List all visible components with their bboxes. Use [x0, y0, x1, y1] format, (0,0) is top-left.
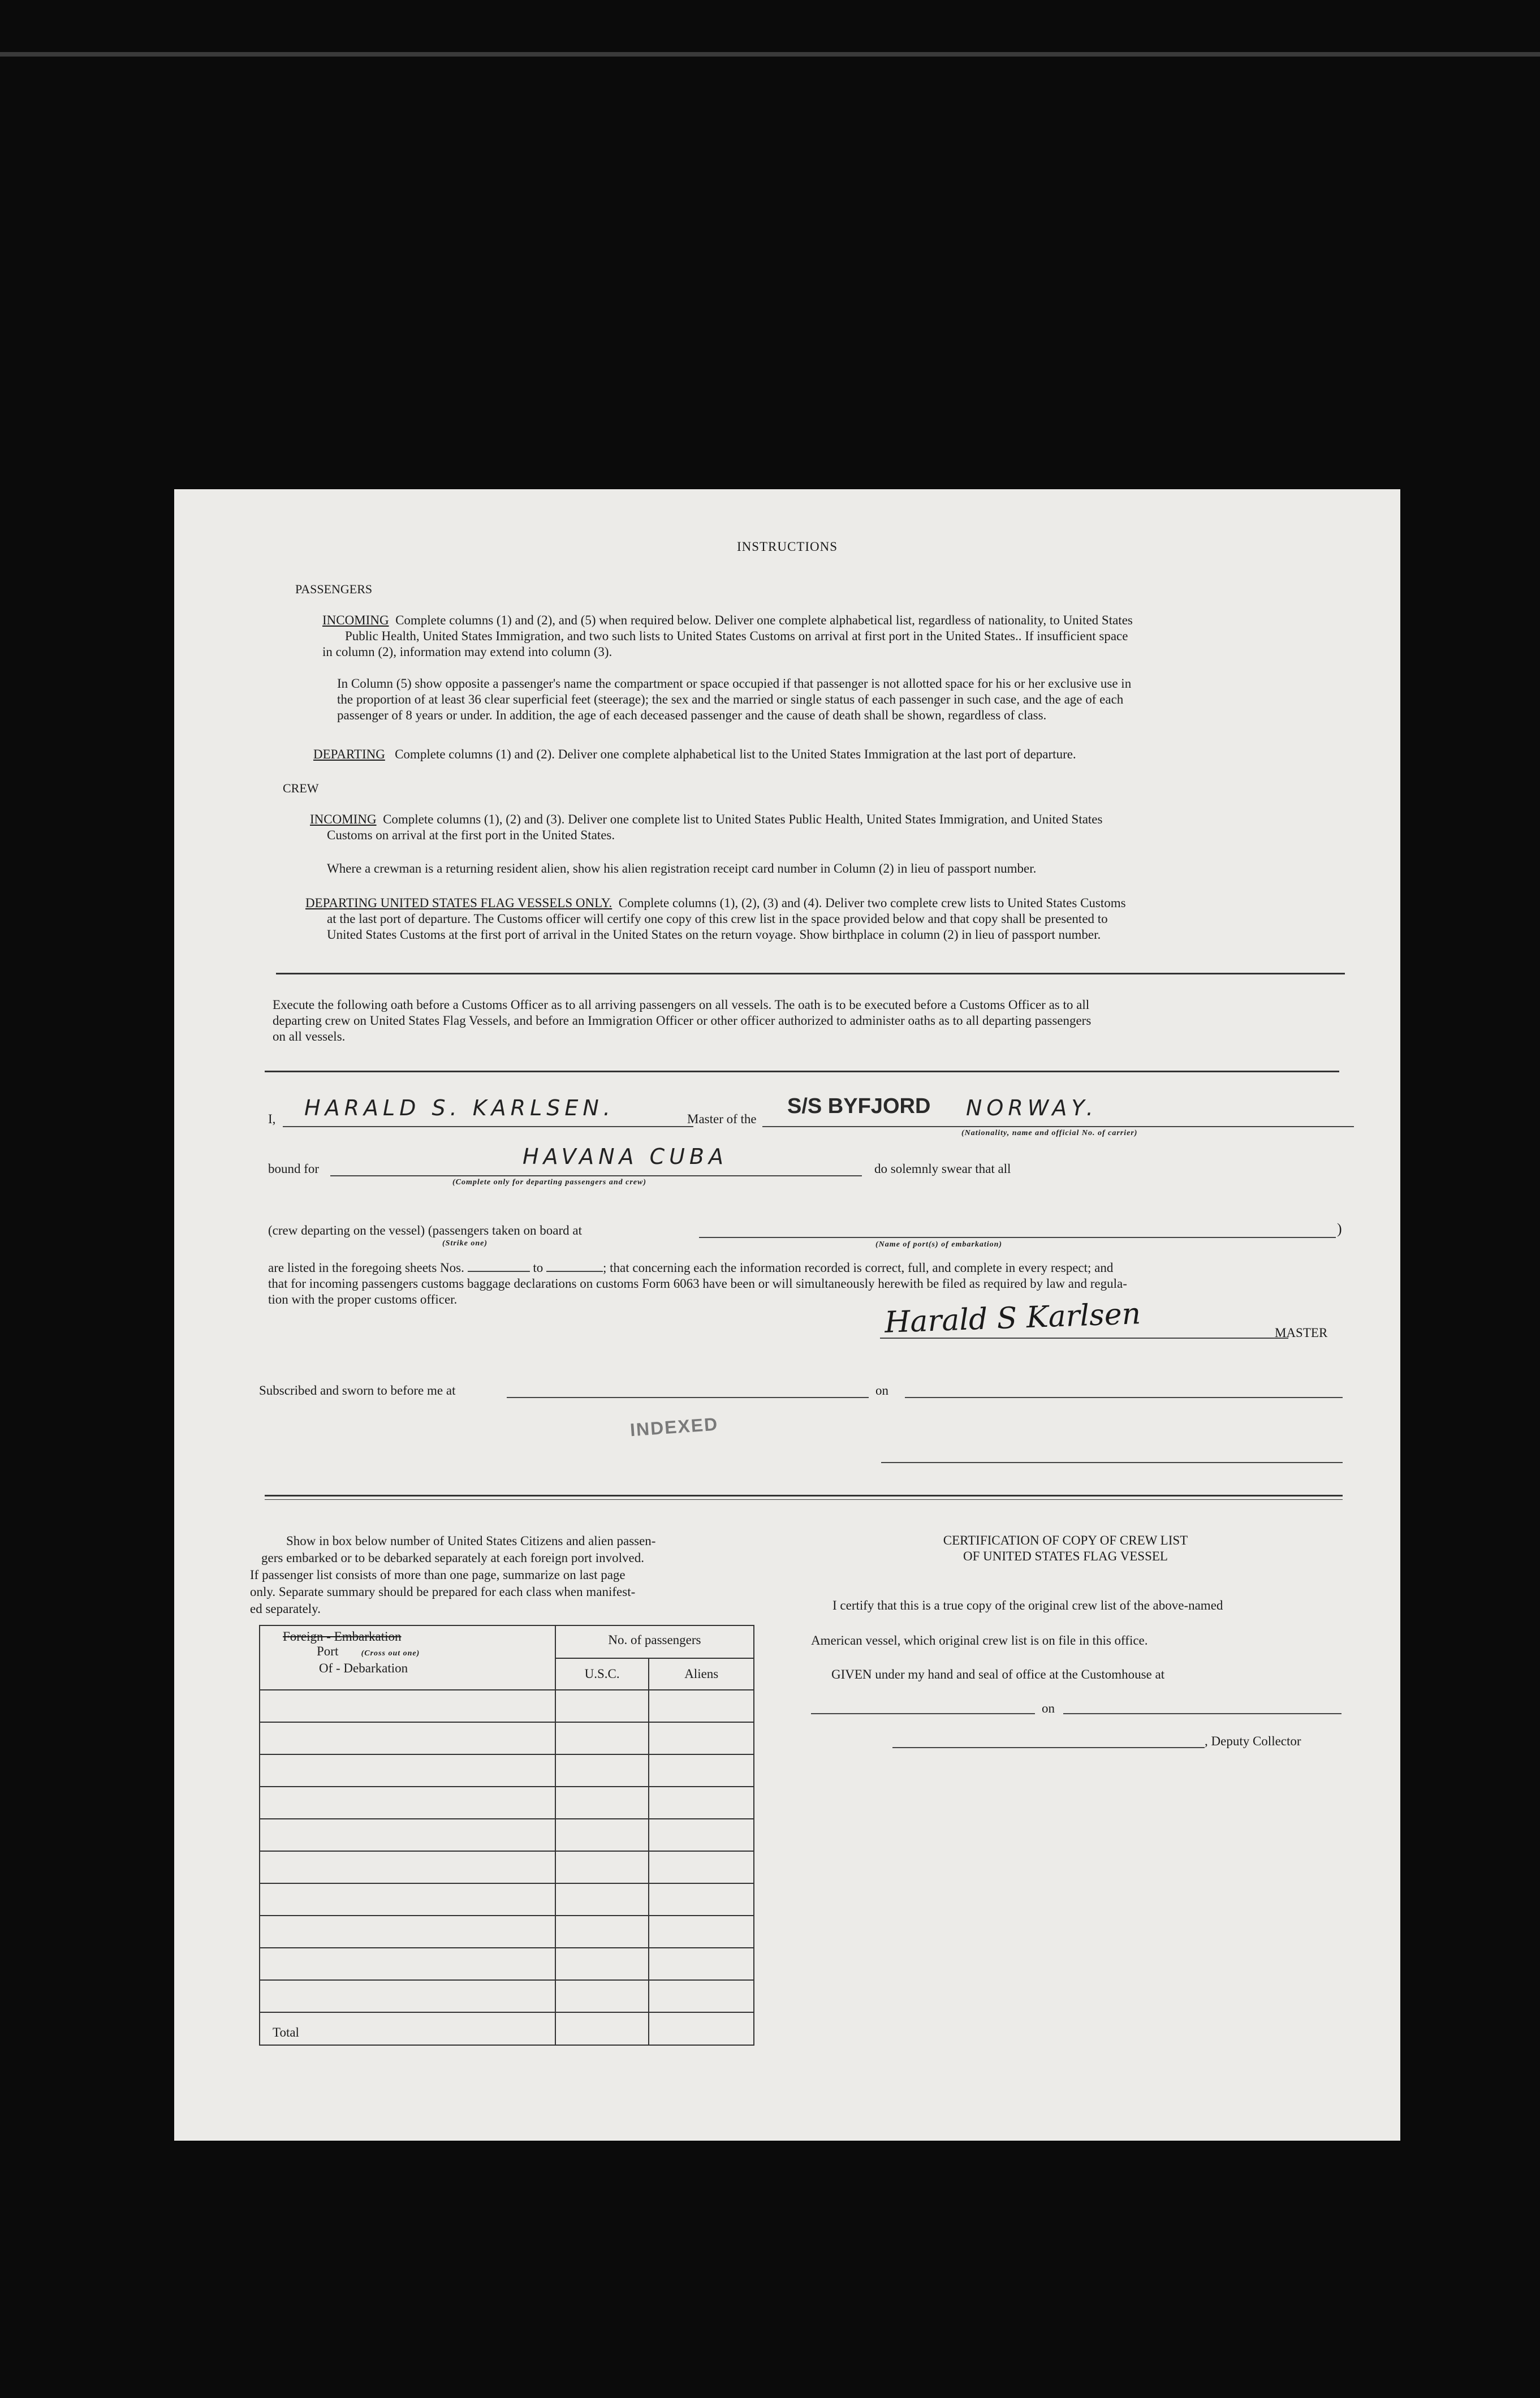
master-of-label: Master of the: [687, 1112, 757, 1126]
passengers-heading: PASSENGERS: [295, 582, 373, 596]
certification-title: [834, 1533, 1297, 1564]
master-label: MASTER: [1275, 1326, 1328, 1340]
divider: [265, 1495, 1343, 1496]
swear-text: do solemnly swear that all: [874, 1162, 1011, 1176]
sheet-to-line: [546, 1262, 603, 1272]
table-row: [260, 1883, 754, 1916]
resident-alien-line: Where a crewman is a returning resident alien, show his alien registration receipt card number in Column (2) in lieu of passport number.: [327, 861, 1037, 875]
nationality-value: NORWAY.: [966, 1096, 1098, 1120]
subscribed-text: Subscribed and sworn to before me at: [259, 1383, 456, 1398]
crew-heading: CREW: [283, 781, 319, 795]
microfilm-edge: [0, 52, 1540, 57]
bound-for-line: [330, 1175, 862, 1176]
of-debarkation: Of - Debarkation: [319, 1661, 408, 1675]
vessel-line: American vessel, which original crew list is on file in this office.: [811, 1633, 1148, 1647]
text-line: ; that concerning each the information recorded is correct, full, and complete in every respect; and: [602, 1261, 1114, 1275]
bound-for-label: bound for: [268, 1162, 320, 1176]
page-title: INSTRUCTIONS: [736, 540, 838, 554]
table-row: [260, 1754, 754, 1787]
aliens-header: Aliens: [649, 1658, 754, 1690]
table-row: [260, 1916, 754, 1948]
table-row: [260, 1980, 754, 2012]
crew-departing-text: (crew departing on the vessel) (passengers taken on board at: [268, 1223, 582, 1237]
text-line: In Column (5) show opposite a passenger's name the compartment or space occupied if that passenger is not allotted space for his or her exclusive use in: [337, 676, 1132, 691]
text-line: Customs on arrival at the first port in the United States.: [327, 828, 615, 842]
subscribed-place-line: [507, 1397, 869, 1398]
crew-incoming-block: [310, 812, 1384, 843]
listed-paragraph: [268, 1260, 1371, 1308]
officer-line: [881, 1462, 1343, 1463]
bound-for-caption: (Complete only for departing passengers and crew): [452, 1178, 646, 1187]
nationality-caption: (Nationality, name and official No. of carrier): [961, 1129, 1138, 1137]
indexed-stamp: INDEXED: [629, 1413, 719, 1440]
on-label: on: [875, 1383, 888, 1398]
text-line: tion with the proper customs officer.: [268, 1292, 458, 1306]
text-line: departing crew on United States Flag Vessels, and before an Immigration Officer or other officer authorized to administer oaths as to all departing passengers: [273, 1013, 1092, 1028]
usc-header: U.S.C.: [555, 1658, 649, 1690]
bound-for-value: HAVANA CUBA: [523, 1144, 728, 1169]
i-label: I,: [268, 1112, 276, 1126]
flag-vessels-label: DEPARTING UNITED STATES FLAG VESSELS ONLY.: [305, 896, 612, 910]
column5-block: [337, 676, 1400, 723]
ports-caption: (Name of port(s) of embarkation): [875, 1240, 1003, 1249]
text-line: in column (2), information may extend into column (3).: [322, 645, 612, 659]
divider: [276, 973, 1345, 974]
total-label: Total: [260, 2012, 555, 2045]
customhouse-line: [811, 1713, 1035, 1714]
text-line: at the last port of departure. The Customs officer will certify one copy of this crew list in the space provided below and that copy shall be presented to: [327, 912, 1108, 926]
text-line: Show in box below number of United States Citizens and alien passen-: [286, 1534, 656, 1548]
passengers-header: No. of passengers: [555, 1625, 754, 1658]
text-line: on all vessels.: [273, 1029, 346, 1043]
to-label: to: [533, 1261, 543, 1275]
certify-line: I certify that this is a true copy of the original crew list of the above-named: [832, 1598, 1223, 1612]
nationality-line: [762, 1126, 1354, 1127]
master-name-line: [283, 1126, 693, 1127]
text-line: United States Customs at the first port of arrival in the United States on the return voyage. Show birthplace in column (2) in lieu of passport number.: [327, 928, 1101, 942]
foreign-embarkation: Foreign - Embarkation: [283, 1629, 402, 1644]
table-row: [260, 1851, 754, 1883]
master-signature: Harald S Karlsen: [884, 1297, 1142, 1340]
cert-on-label: on: [1042, 1701, 1055, 1715]
text-line: Complete columns (1), (2) and (3). Deliver one complete list to United States Public Health, United States Immigration, and United States: [383, 812, 1103, 826]
cert-date-line: [1063, 1713, 1341, 1714]
sheet-from-line: [468, 1262, 530, 1272]
passengers-incoming-block: [322, 613, 1397, 660]
total-row: [260, 2012, 754, 2045]
cross-out-caption: (Cross out one): [361, 1649, 420, 1658]
table-row: [260, 1722, 754, 1754]
text-line: gers embarked or to be debarked separately at each foreign port involved.: [261, 1551, 644, 1565]
port-label: Port: [317, 1644, 339, 1658]
text-line: If passenger list consists of more than one page, summarize on last page: [250, 1568, 626, 1582]
text-line: Complete columns (1), (2), (3) and (4). Deliver two complete crew lists to United States Customs: [618, 896, 1126, 910]
text-line: Execute the following oath before a Customs Officer as to all arriving passengers on all vessels. The oath is to be executed before a Customs Officer as to all: [273, 998, 1090, 1012]
text-line: OF UNITED STATES FLAG VESSEL: [963, 1549, 1168, 1563]
vessel-name-stamp: S/S BYFJORD: [787, 1094, 931, 1118]
incoming-label: INCOMING: [310, 812, 377, 826]
text-line: Complete columns (1) and (2), and (5) when required below. Deliver one complete alphabetical list, regardless of nationality, to United States: [395, 613, 1133, 627]
text-line: ed separately.: [250, 1602, 321, 1616]
given-line: GIVEN under my hand and seal of office at the Customhouse at: [831, 1667, 1165, 1681]
table-row: [260, 1690, 754, 1722]
text-line: only. Separate summary should be prepared for each class when manifest-: [250, 1585, 636, 1599]
text-line: Public Health, United States Immigration, and two such lists to United States Customs on arrival at first port in the United States.. If insufficient space: [345, 629, 1128, 643]
text-line: that for incoming passengers customs baggage declarations on customs Form 6063 have been or will simultaneously herewith be filed as required by law and regula-: [268, 1276, 1127, 1291]
table-row: [260, 1787, 754, 1819]
passengers-departing-line: [313, 747, 1388, 762]
oath-intro: [273, 997, 1364, 1045]
port-header-cell: [260, 1625, 555, 1690]
text-line: Complete columns (1) and (2). Deliver one complete alphabetical list to the United States Immigration at the last port of departure.: [395, 747, 1076, 761]
deputy-signature-line: [892, 1747, 1205, 1748]
master-name: HARALD S. KARLSEN.: [304, 1096, 615, 1120]
ports-line: [699, 1237, 1336, 1238]
divider: [265, 1071, 1339, 1072]
table-row: [260, 1819, 754, 1851]
table-row: [260, 1948, 754, 1980]
close-paren: ): [1337, 1220, 1342, 1237]
text-line: the proportion of at least 36 clear superficial feet (steerage); the sex and the married or single status of each passenger in such case, and the age of each: [337, 692, 1124, 706]
divider: [265, 1499, 1343, 1500]
subscribed-date-line: [905, 1397, 1343, 1398]
document-page: [174, 489, 1400, 2141]
text-line: are listed in the foregoing sheets Nos.: [268, 1261, 464, 1275]
passenger-summary-table: [259, 1625, 754, 2046]
deputy-collector-label: , Deputy Collector: [1205, 1734, 1301, 1748]
strike-one-caption: (Strike one): [442, 1239, 488, 1248]
crew-flag-block: [305, 895, 1391, 943]
incoming-label: INCOMING: [322, 613, 389, 627]
text-line: passenger of 8 years or under. In addition, the age of each deceased passenger and the cause of death shall be shown, regardless of class.: [337, 708, 1047, 722]
summary-instructions: [250, 1533, 748, 1618]
departing-label: DEPARTING: [313, 747, 385, 761]
text-line: CERTIFICATION OF COPY OF CREW LIST: [943, 1533, 1188, 1547]
